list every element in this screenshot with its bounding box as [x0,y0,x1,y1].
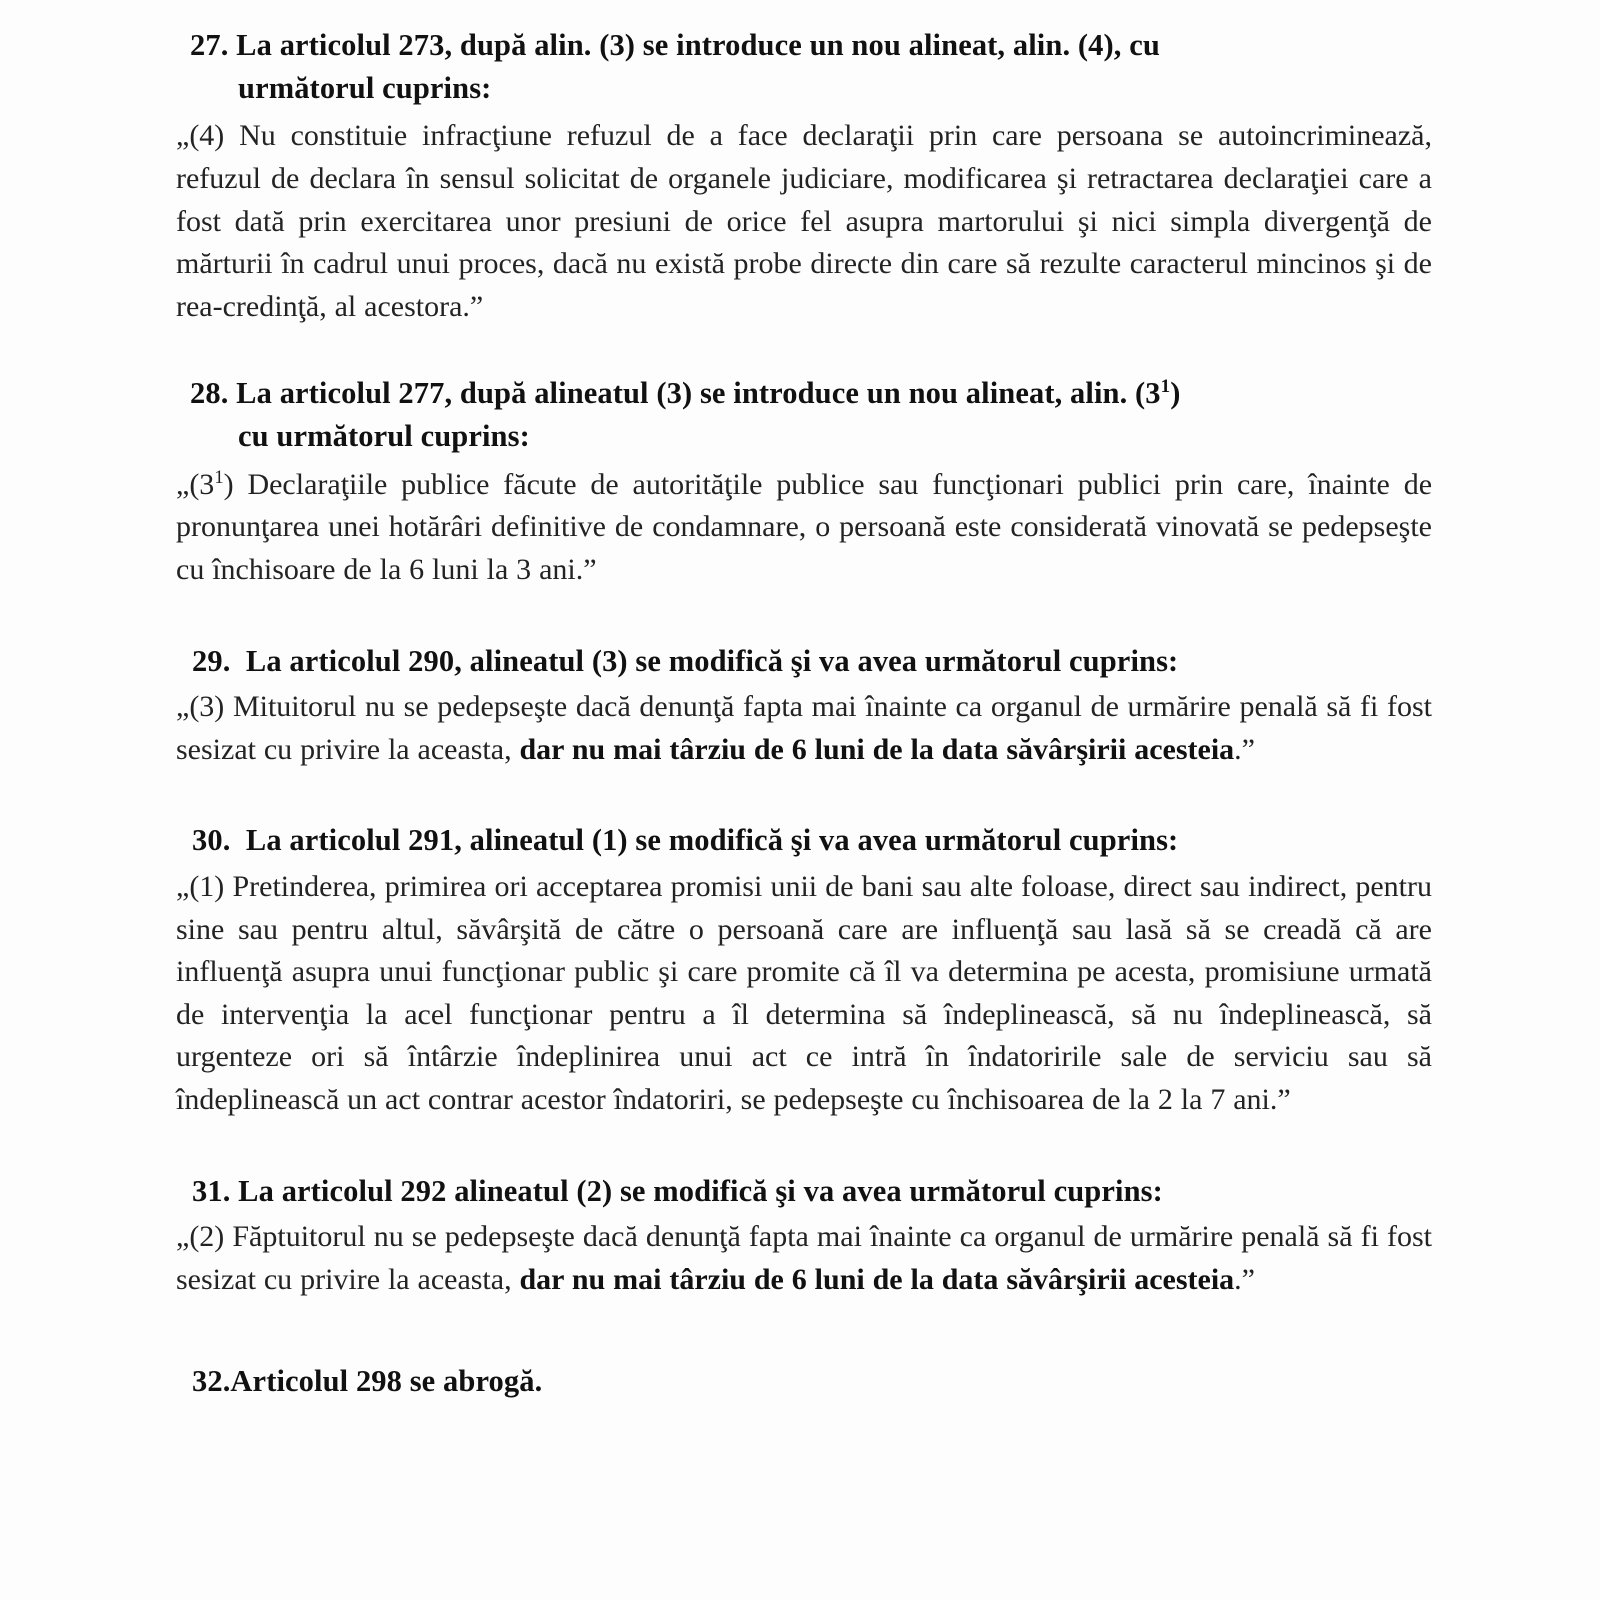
item-30-body [176,866,1432,1122]
item-28-heading-line1-a: La articolul 277, după alineatul (3) se introduce un nou alineat, alin. (3 [236,376,1161,411]
item-31-body-bold: dar nu mai târziu de 6 luni de la data săvârşirii acesteia [519,1262,1235,1296]
amendment-item-32 [176,1360,1432,1403]
item-29-body-bold: dar nu mai târziu de 6 luni de la data săvârşirii acesteia [519,732,1235,766]
item-28-body-prefix-a: „(3 [176,467,215,501]
item-31-heading-text: La articolul 292 alineatul (2) se modifică şi va avea următorul cuprins: [238,1173,1163,1208]
item-29-heading-text: La articolul 290, alineatul (3) se modifică şi va avea următorul cuprins: [245,643,1179,678]
item-29-number: 29. [192,643,231,678]
item-31-body-tail: .” [1234,1262,1255,1296]
item-28-body [176,464,1432,592]
item-29-body-tail: .” [1234,732,1255,766]
item-27-heading-line2: următorul cuprins: [238,70,492,105]
document-content [176,24,1432,1402]
item-30-body-text: Pretinderea, primirea ori acceptarea promisi unii de bani sau alte foloase, direct sau indirect, pentru sine sau pentru altul, săvârşită de către o persoană care are influenţă sau lasă să se creadă că are influenţă asupra unui funcţionar public şi care promite că îl va determina pe acesta, promisiune urmată de intervenţia la acel funcţionar pentru a îl determina să îndeplinească, să nu îndeplinească, să urgenteze ori să întârzie îndeplinirea unui act ce intră în îndatoririle sale de serviciu sau să îndeplinească un act contrar acestor îndatoriri, se pedepseşte cu închisoarea de la 2 la 7 ani.” [176,870,1432,1117]
amendment-item-30 [176,819,1432,1121]
item-31-number: 31. [192,1173,231,1208]
item-30-heading [176,819,1432,862]
item-31-heading [176,1170,1432,1213]
item-27-body [176,115,1432,328]
amendment-item-27 [176,24,1432,328]
item-27-body-text: Nu constituie infracţiune refuzul de a face declaraţii prin care persoana se autoincriminează, refuzul de declara în sensul solicitat de organele judiciare, modificarea şi retractarea declaraţiei care a fost dată prin exercitarea unor presiuni de orice fel asupra martorului şi nici simpla divergenţă de mărturii în cadrul unui proces, dacă nu există probe directe din care să rezulte caracterul mincinos şi de rea-credinţă, al acestora.” [176,119,1432,323]
item-28-body-text: Declaraţiile publice făcute de autorităţile publice sau funcţionari publici prin care, înainte de pronunţarea unei hotărâri definitive de condamnare, o persoană este considerată vinovată se pedepseşte cu închisoare de la 6 luni la 3 ani.” [176,467,1433,586]
item-30-body-prefix: „(1) [176,870,233,904]
item-29-heading [176,640,1432,683]
item-27-number: 27. [190,28,229,62]
item-31-body-normal: Făptuitorul nu se pedepseşte dacă denunţă fapta mai înainte ca organul de urmărire penală să fi fost sesizat cu privire la aceasta, [176,1220,1432,1296]
item-31-body-prefix: „(2) [176,1220,233,1254]
item-27-heading-line1: La articolul 273, după alin. (3) se introduce un nou alineat, alin. (4), cu [236,28,1160,62]
item-28-heading-superscript: 1 [1160,376,1171,398]
item-28-heading-line2: cu următorul cuprins: [238,419,530,454]
item-28-number: 28. [190,376,229,411]
item-32-heading: 32.Articolul 298 se abrogă. [192,1363,543,1398]
item-27-body-prefix: „(4) [176,119,240,153]
item-29-body-prefix: „(3) [176,690,233,724]
amendment-item-29 [176,640,1432,772]
item-29-body [176,686,1432,771]
item-28-body-superscript: 1 [214,466,224,488]
item-30-heading-text: La articolul 291, alineatul (1) se modifică şi va avea următorul cuprins: [245,823,1179,858]
item-29-body-normal: Mituitorul nu se pedepseşte dacă denunţă fapta mai înainte ca organul de urmărire penală să fi fost sesizat cu privire la aceasta, [176,690,1432,766]
item-28-heading-line1-b: ) [1170,376,1181,411]
item-30-number: 30. [192,823,231,858]
amendment-item-31 [176,1170,1432,1302]
item-27-heading [176,24,1432,109]
item-28-body-prefix-b: ) [223,467,248,501]
amendment-item-28 [176,372,1432,591]
item-28-heading [176,372,1432,457]
item-31-body [176,1216,1432,1301]
